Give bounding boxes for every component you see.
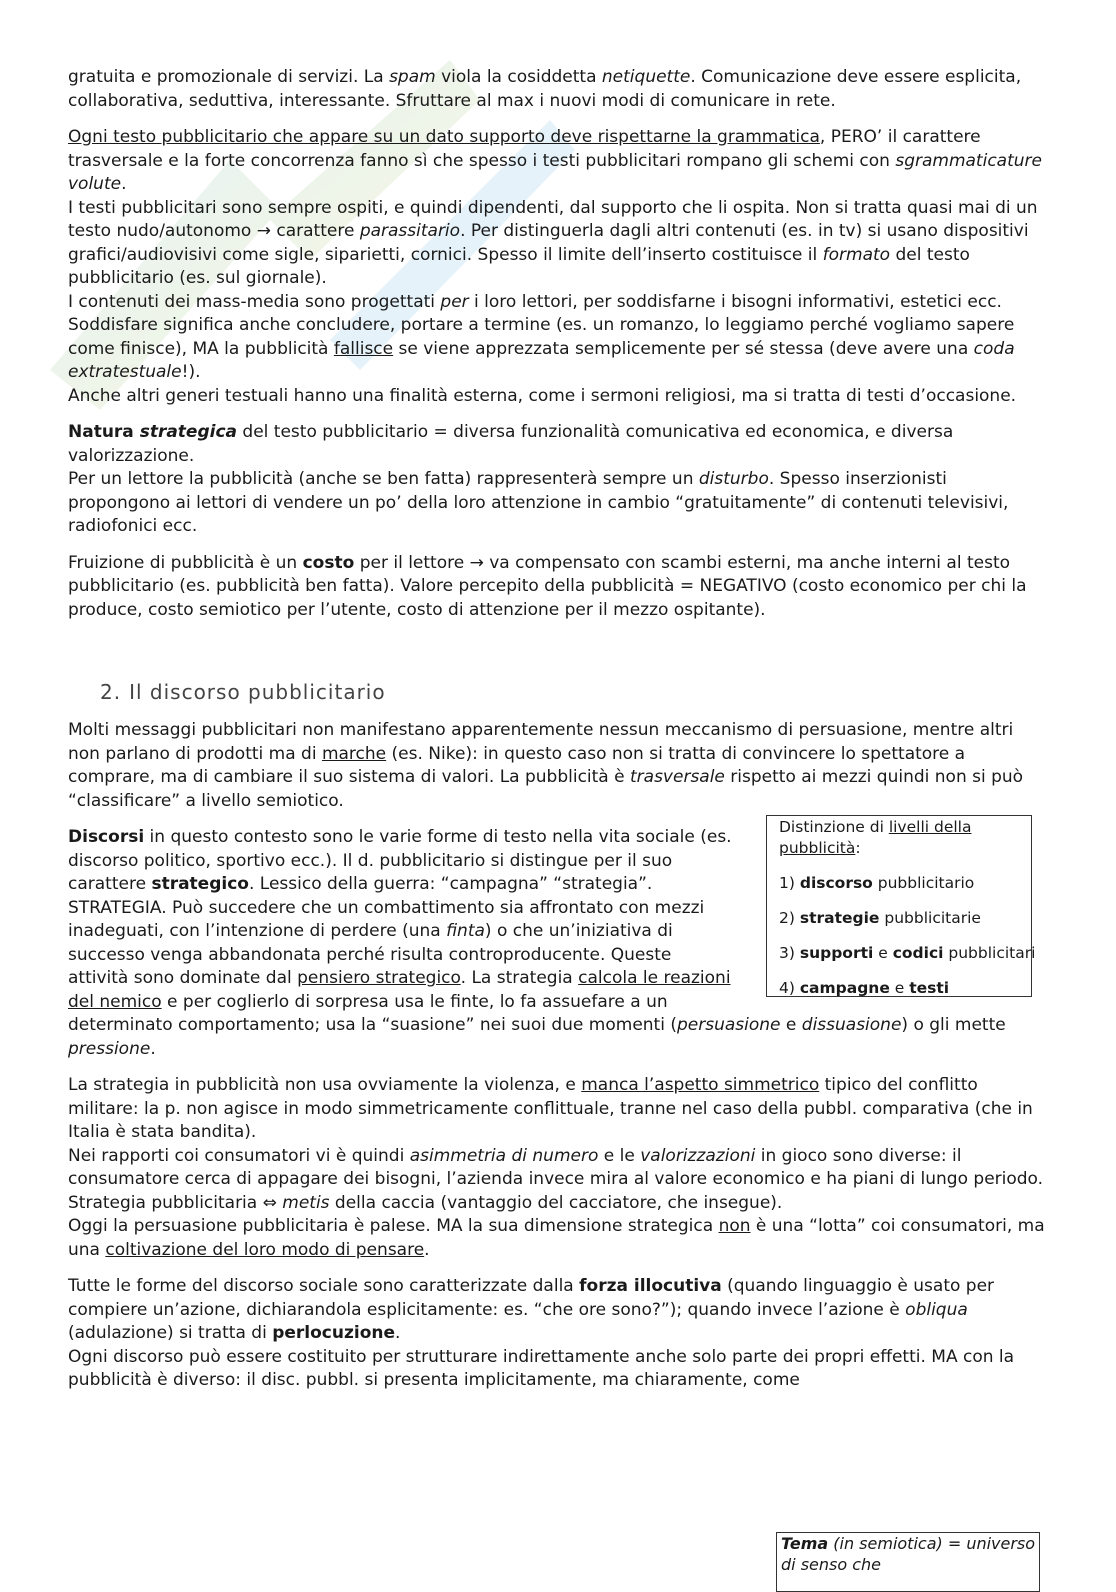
paragraph: Fruizione di pubblicità è un costo per il lettore → va compensato con scambi esterni, ma anche interni al testo pubblicitario (es. pubblicità ben fatta). Valore percepito della pubblicità = NEGATIVO (costo economico per chi la produce, costo semiotico per l’utente, costo di attenzione per il mezzo ospitante). xyxy=(68,552,1027,620)
sidebox-item: 2) strategie pubblicitarie xyxy=(779,909,981,927)
paragraph: Nei rapporti coi consumatori vi è quindi asimmetria di numero e le valorizzazioni in gioco sono diverse: il consumatore cerca di appagare dei bisogni, l’azienda invece mira al valore economico e ha piani di lungo periodo. xyxy=(68,1145,1044,1189)
tema-note-box: Tema (in semiotica) = universo di senso che xyxy=(776,1532,1040,1592)
paragraph: Strategia pubblicitaria ⇔ metis della caccia (vantaggio del cacciatore, che insegue). xyxy=(68,1192,783,1213)
paragraph: Ogni discorso può essere costituito per strutturare indirettamente anche solo parte dei propri effetti. MA con la pubblicità è diverso: il disc. pubbl. si presenta implicitamente, ma chiaramente, come xyxy=(68,1346,1015,1390)
levels-sidebox xyxy=(766,815,1036,997)
paragraph: Natura strategica del testo pubblicitario = diversa funzionalità comunicativa ed economica, e diversa valorizzazione. xyxy=(68,422,954,466)
paragraph: La strategia in pubblicità non usa ovviamente la violenza, e manca l’aspetto simmetrico tipico del conflitto militare: la p. non agisce in modo simmetricamente conflittuale, tranne nel caso della pubbl. comparativa (che in Italia è stata bandita). xyxy=(68,1075,1033,1142)
paragraph: Anche altri generi testuali hanno una finalità esterna, come i sermoni religiosi, ma si tratta di testi d’occasione. xyxy=(68,385,1017,406)
paragraph: Oggi la persuasione pubblicitaria è palese. MA la sua dimensione strategica non è una “lotta” coi consumatori, ma una coltivazione del loro modo di pensare. xyxy=(68,1216,1045,1260)
paragraph: STRATEGIA. Può succedere che un combattimento sia affrontato con mezzi inadeguati, con l’intenzione di perdere (una finta) o che un’iniziativa di successo venga abbandonata perché risulta controproducente. Queste attività sono dominate dal pensiero strategico. La strategia calcola le reazioni del nemico e per coglierlo di sorpresa usa le finte, lo fa assuefare a un determinato comportamento; usa la “suasione” nei suoi due momenti (persuasione e dissuasione) o gli mette pressione. xyxy=(68,897,1006,1059)
paragraph: Per un lettore la pubblicità (anche se ben fatta) rappresenterà sempre un disturbo. Spesso inserzionisti propongono ai lettori di vendere un po’ della loro attenzione in cambio “gratuitamente” di contenuti televisivi, radiofonici ecc. xyxy=(68,469,1009,536)
paragraph: I testi pubblicitari sono sempre ospiti, e quindi dipendenti, dal supporto che li ospita. Non si tratta quasi mai di un testo nudo/autonomo → carattere parassitario. Per distinguerla dagli altri contenuti (es. in tv) si usano dispositivi grafici/audiovisivi come sigle, siparietti, cornici. Spesso il limite dell’inserto costituisce il formato del testo pubblicitario (es. sul giornale). xyxy=(68,197,1038,288)
paragraph: Soddisfare significa anche concludere, portare a termine (es. un romanzo, lo leggiamo perché vogliamo sapere come finisce), MA la pubblicità fallisce se viene apprezzata semplicemente per sé stessa (deve avere una coda extratestuale!). xyxy=(68,315,1015,382)
paragraph: Molti messaggi pubblicitari non manifestano apparentemente nessun meccanismo di persuasione, mentre altri non parlano di prodotti ma di marche (es. Nike): in questo caso non si tratta di convincere lo spettatore a comprare, ma di cambiare il suo sistema di valori. La pubblicità è trasversale rispetto ai mezzi quindi non si può “classificare” a livello semiotico. xyxy=(68,720,1024,811)
paragraph: I contenuti dei mass-media sono progettati per i loro lettori, per soddisfarne i bisogni informativi, estetici ecc. xyxy=(68,291,1002,312)
paragraph: Discorsi in questo contesto sono le varie forme di testo nella vita sociale (es. discorso politico, sportivo ecc.). Il d. pubblicitario si distingue per il suo carattere strategico. Lessico della guerra: “campagna” “strategia”. xyxy=(68,827,732,894)
sidebox-item: 3) supporti e codici pubblicitari xyxy=(779,944,1036,962)
sidebox-title: Distinzione di livelli della pubblicità: xyxy=(779,818,972,857)
sidebox-item: 4) campagne e testi xyxy=(779,979,950,997)
paragraph: Tutte le forme del discorso sociale sono caratterizzate dalla forza illocutiva (quando linguaggio è usato per compiere un’azione, dichiarandola esplicitamente: es. “che ore sono?”); quando invece l’azione è obliqua (adulazione) si tratta di perlocuzione. xyxy=(68,1276,995,1343)
paragraph: Ogni testo pubblicitario che appare su un dato supporto deve rispettarne la grammatica, PERO’ il carattere trasversale e la forte concorrenza fanno sì che spesso i testi pubblicitari rompano gli schemi con sgrammaticature volute. xyxy=(68,127,1042,194)
document-body xyxy=(68,66,1048,1393)
sidebox-item: 1) discorso pubblicitario xyxy=(779,874,975,892)
paragraph: gratuita e promozionale di servizi. La spam viola la cosiddetta netiquette. Comunicazione deve essere esplicita, collaborativa, seduttiva, interessante. Sfruttare al max i nuovi modi di comunicare in rete. xyxy=(68,67,1022,111)
section-heading: 2. Il discorso pubblicitario xyxy=(100,680,386,704)
